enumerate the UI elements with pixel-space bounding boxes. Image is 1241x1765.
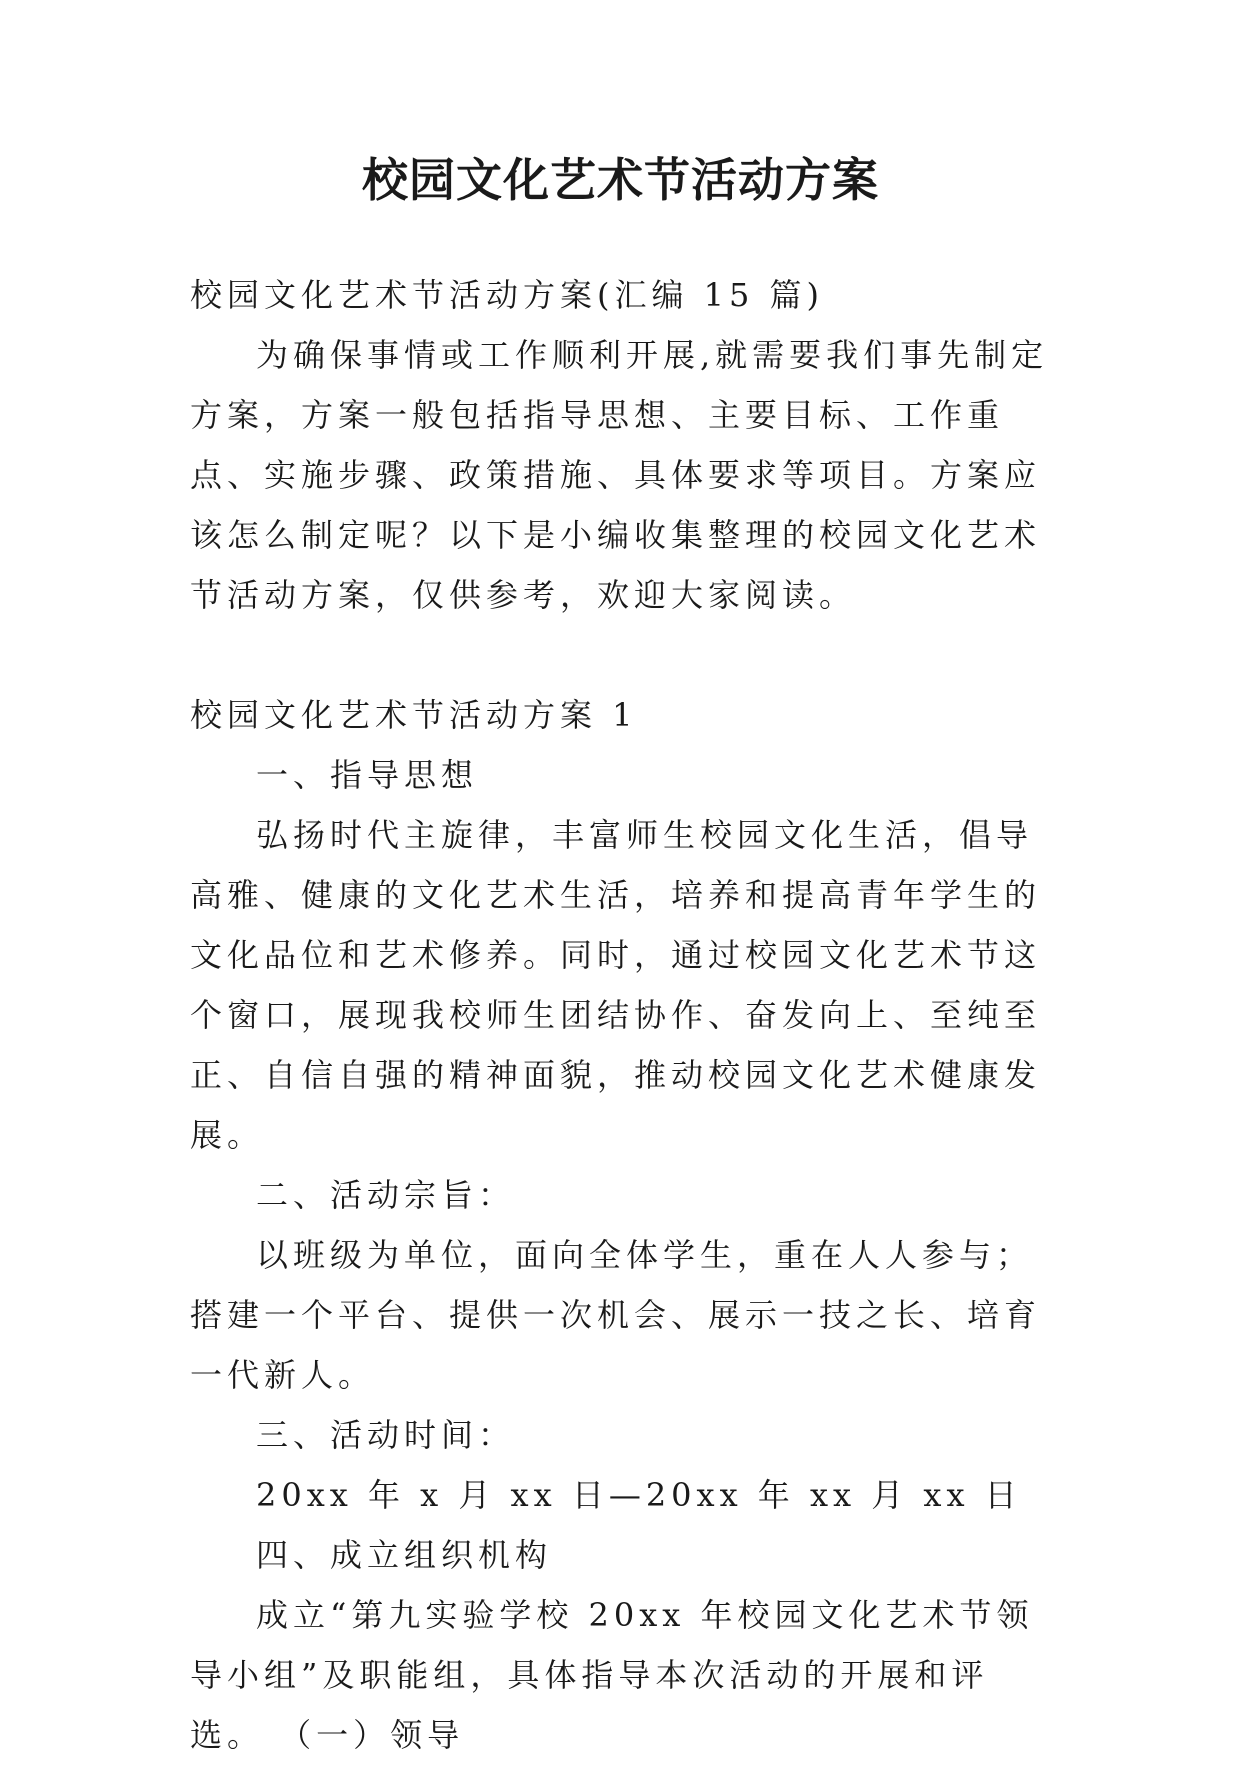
- part4-body: 成立“第九实验学校 20xx 年校园文化艺术节领导小组”及职能组，具体指导本次活动的开展和评选。 （一）领导: [190, 1596, 1034, 1754]
- part3-body: 20xx 年 x 月 xx 日—20xx 年 xx 月 xx 日: [256, 1476, 1022, 1514]
- section-heading: 校园文化艺术节活动方案 1: [190, 696, 638, 734]
- part2-title: 二、活动宗旨：: [256, 1176, 516, 1214]
- intro-paragraph: 为确保事情或工作顺利开展,就需要我们事先制定方案，方案一般包括指导思想、主要目标、工作重点、实施步骤、政策措施、具体要求等项目。方案应该怎么制定呢？以下是小编收集整理的校园文化艺术节活动方案，仅供参考，欢迎大家阅读。: [190, 336, 1049, 614]
- part1-body: 弘扬时代主旋律，丰富师生校园文化生活，倡导高雅、健康的文化艺术生活，培养和提高青年学生的文化品位和艺术修养。同时，通过校园文化艺术节这个窗口，展现我校师生团结协作、奋发向上、至纯至正、自信自强的精神面貌，推动校园文化艺术健康发展。: [190, 816, 1042, 1154]
- part4-title: 四、成立组织机构: [256, 1536, 553, 1574]
- part2-body: 以班级为单位，面向全体学生，重在人人参与；搭建一个平台、提供一次机会、展示一技之长、培育一代新人。: [190, 1236, 1042, 1394]
- part3-title: 三、活动时间：: [256, 1416, 516, 1454]
- part1-title: 一、指导思想: [256, 756, 479, 794]
- document-title: 校园文化艺术节活动方案: [362, 153, 879, 207]
- section-spacer: [190, 625, 1060, 685]
- document-body: [190, 265, 1060, 1765]
- document-subtitle: 校园文化艺术节活动方案(汇编 15 篇): [190, 276, 825, 314]
